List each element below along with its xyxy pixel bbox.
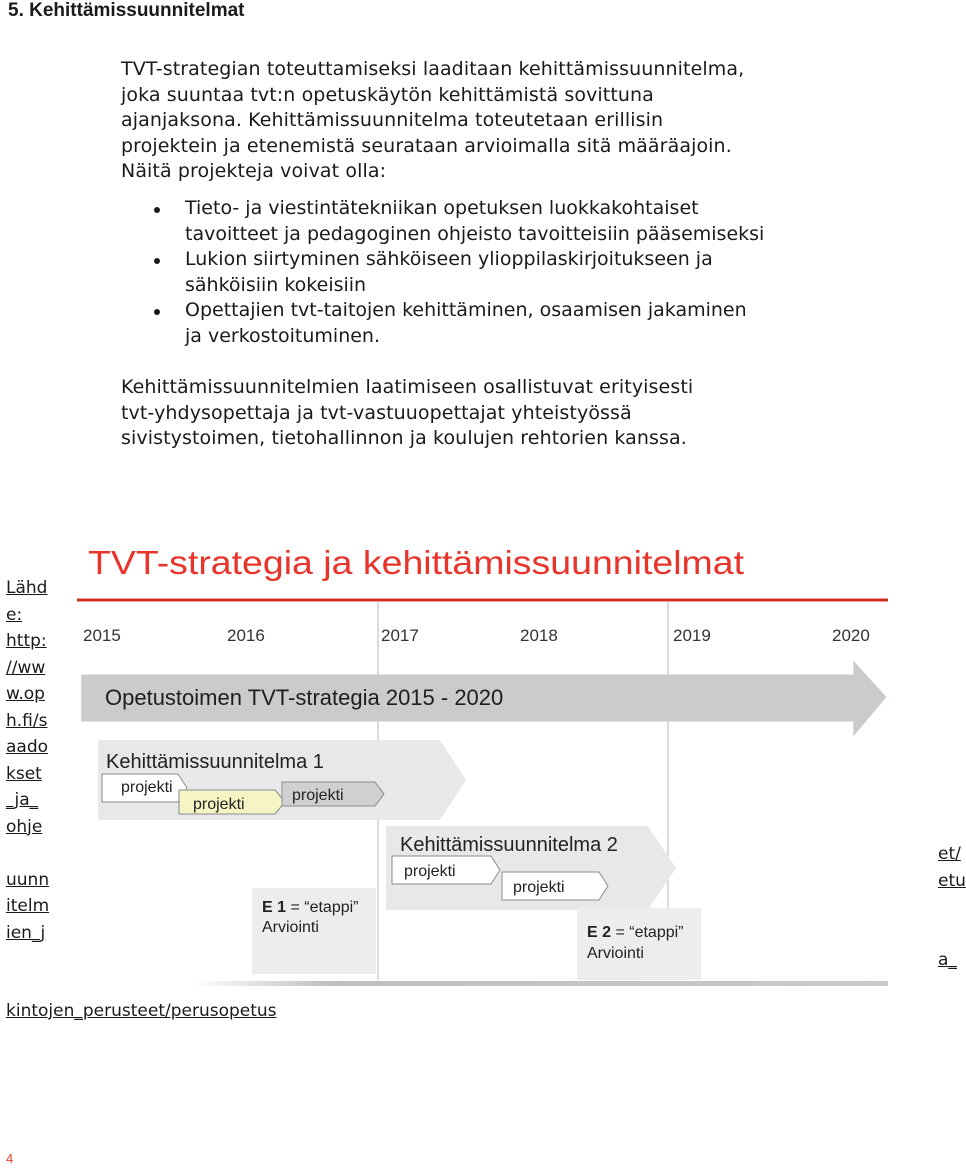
plan1-label: Kehittämissuunnitelma 1 (106, 751, 324, 773)
strategy-timeline-diagram (72, 540, 890, 990)
source-link-line (938, 894, 966, 921)
participants-paragraph (121, 375, 881, 452)
project-label: projekti (292, 787, 344, 804)
milestone-title (587, 924, 684, 941)
source-link-line: Lähd (6, 578, 48, 598)
source-link-line: http: (6, 631, 47, 651)
list-item-line: sähköisiin kokeisiin (185, 273, 367, 296)
source-link-left[interactable] (6, 575, 49, 946)
source-link-line: uunn (6, 869, 50, 890)
source-link-right[interactable] (938, 841, 966, 974)
list-item (121, 196, 881, 247)
source-link-line: etu (938, 870, 966, 891)
milestone-name: E 1 (262, 899, 287, 916)
project-label: projekti (404, 863, 456, 880)
source-link-line: a_ (938, 950, 957, 970)
list-item (121, 247, 881, 298)
source-link-line: ohje (6, 816, 43, 837)
source-link-line: ien_j (6, 922, 46, 943)
year-label: 2018 (520, 626, 558, 645)
participants-line: tvt-yhdysopettaja ja tvt-vastuuopettajat yhteistyössä (121, 401, 632, 424)
plan2-label: Kehittämissuunnitelma 2 (400, 834, 618, 856)
year-label: 2017 (381, 626, 419, 645)
diagram-title: TVT-strategia ja kehittämissuunnitelmat (88, 544, 744, 581)
year-label: 2016 (227, 626, 265, 645)
milestone-name: E 2 (587, 924, 612, 941)
list-item-line: ja verkostoituminen. (185, 324, 381, 347)
source-link-line: h.fi/s (6, 710, 48, 731)
year-label: 2020 (832, 626, 870, 645)
intro-line: joka suuntaa tvt:n opetuskäytön kehittämistä sovittuna (121, 83, 654, 106)
source-link-line: et/ (938, 844, 961, 864)
milestone-box (577, 908, 701, 980)
list-item-line: Lukion siirtyminen sähköiseen ylioppilaskirjoitukseen ja (185, 248, 713, 270)
source-link-line: _ja_ (6, 790, 39, 810)
project-label: projekti (121, 779, 173, 796)
page-number: 4 (6, 1151, 14, 1166)
project-label: projekti (513, 879, 565, 896)
source-link-line: //ww (6, 657, 46, 678)
timeline-base (192, 981, 888, 986)
participants-line: sivistystoimen, tietohallinnon ja koulujen rehtorien kanssa. (121, 427, 687, 449)
intro-line: ajanjaksona. Kehittämissuunnitelma toteutetaan erillisin (121, 109, 664, 131)
intro-paragraph (121, 57, 881, 185)
project-label: projekti (193, 796, 245, 813)
source-link-line (6, 840, 49, 867)
year-label: 2019 (673, 626, 711, 645)
milestone-text: = “etappi” (611, 924, 684, 941)
project-list (121, 196, 881, 349)
list-item (121, 298, 881, 349)
milestone-title (262, 899, 359, 916)
milestone-sub: Arviointi (262, 919, 319, 936)
intro-line: TVT-strategian toteuttamiseksi laaditaan kehittämissuunnitelma, (121, 58, 745, 80)
source-link-line: w.op (6, 684, 45, 704)
source-link-line: kset (6, 763, 42, 784)
participants-line: Kehittämissuunnitelmien laatimiseen osallistuvat erityisesti (121, 376, 694, 398)
list-item-line: tavoitteet ja pedagoginen ohjeisto tavoitteisiin pääsemiseksi (185, 222, 765, 245)
list-item-line: Tieto- ja viestintätekniikan opetuksen luokkakohtaiset (185, 197, 699, 219)
source-link-line (938, 921, 966, 948)
list-item-line: Opettajien tvt-taitojen kehittäminen, osaamisen jakaminen (185, 299, 747, 321)
milestone-sub: Arviointi (587, 945, 644, 962)
source-link-line: aado (6, 737, 49, 757)
section-heading: 5. Kehittämissuunnitelmat (8, 0, 245, 21)
strategy-label: Opetustoimen TVT-strategia 2015 - 2020 (105, 685, 504, 710)
intro-line: Näitä projekteja voivat olla: (121, 160, 387, 182)
intro-line: projektein ja etenemistä seurataan arvioimalla sitä määräajoin. (121, 134, 732, 157)
milestone-text: = “etappi” (286, 899, 359, 916)
source-link-bottom[interactable] (6, 998, 277, 1025)
year-label: 2015 (83, 626, 121, 645)
source-link-line: itelm (6, 896, 50, 916)
source-link-line: kintojen_perusteet/perusopetus (6, 1001, 277, 1021)
source-link-line: e: (6, 604, 23, 625)
